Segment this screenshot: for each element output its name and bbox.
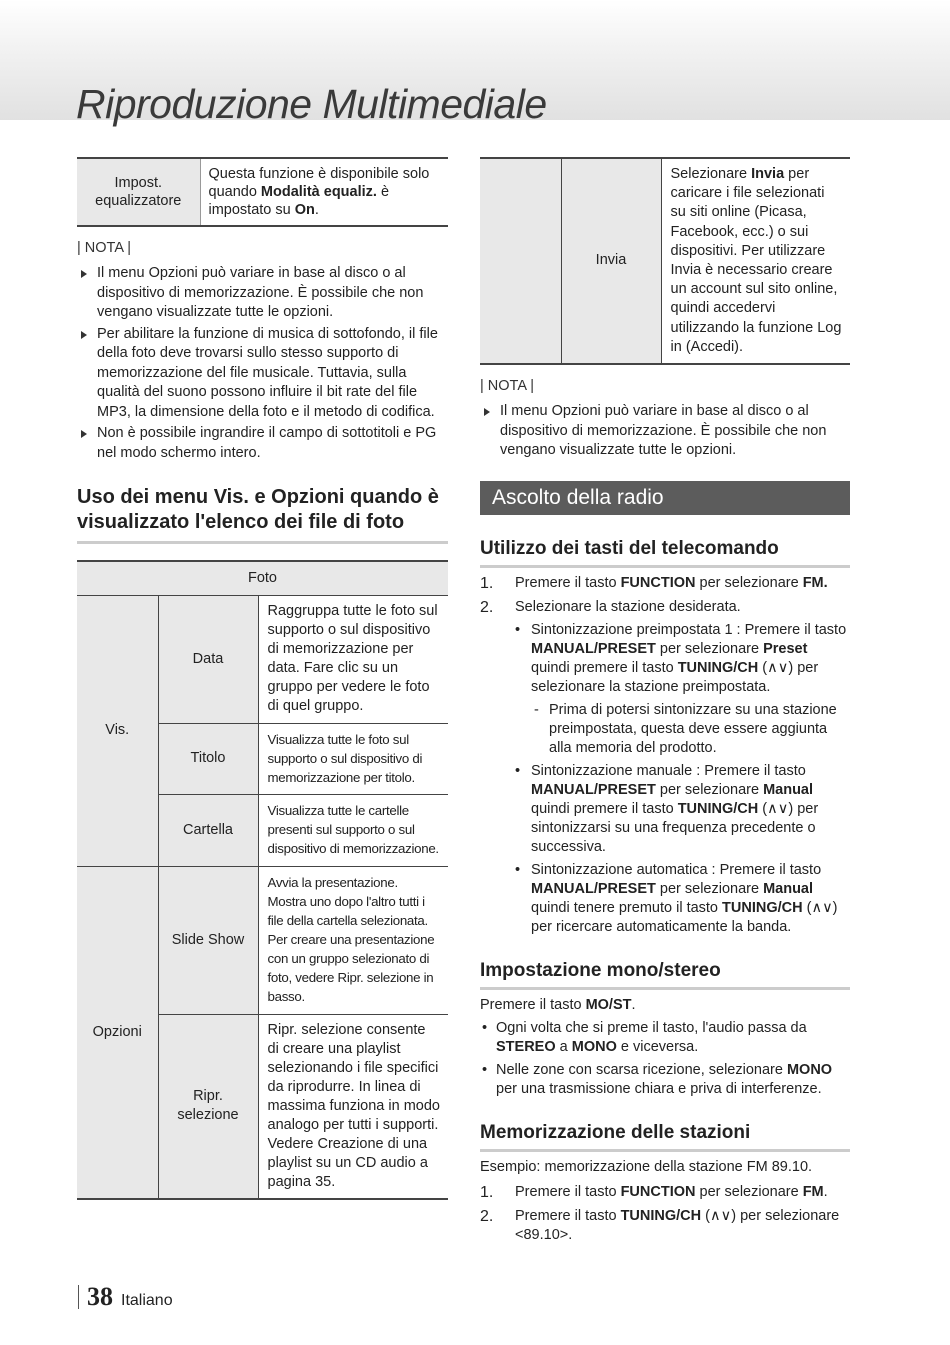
- subsection-title-remote: Utilizzo dei tasti del telecomando: [480, 537, 850, 568]
- table-row: [77, 595, 448, 723]
- list-item: • Ogni volta che si preme il tasto, l'audio passa da STEREO a MONO e viceversa.: [480, 1019, 850, 1057]
- row-desc: Visualizza tutte le cartelle presenti sul supporto o sul dispositivo di memorizzazione.: [258, 794, 448, 866]
- row-desc: Ripr. selezione consente di creare una playlist selezionando i file specifici da riprodurre. In linea di massima funziona in modo analogo per tutti i supporti. Vedere Creazione di una playlist su un CD audio a pagina 35.: [267, 1021, 440, 1190]
- table-row: [77, 866, 448, 1014]
- mono-bullets: [480, 1019, 850, 1099]
- memo-steps: [480, 1183, 850, 1245]
- eq-label: Impost. equalizzatore: [77, 158, 200, 226]
- step-number: 1.: [480, 1183, 494, 1201]
- list-item: 2. Selezionare la stazione desiderata. • Sintonizzazione preimpostata 1 : Premere il tasto MANUAL/PRESET per selezionare Preset quindi premere il tasto TUNING/CH (∧∨) per selezionare la stazione preimpostata. - Prima di potersi sintonizzare su una stazione preimpostata, questa deve essere aggiunta alla memoria del prodotto. • Sintonizzazione manuale : Premere il tasto MANUAL/PRESET per selezionare Manual quindi premere il tasto TUNING/CH (∧∨) per sintonizzarsi su una frequenza precedente o successiva. • Sintonizzazione automatica : Premere il tasto MANUAL/PRESET per selezionare Manual quindi tenere premuto il tasto TUNING/CH (∧∨) per ricercare automaticamente la banda.: [480, 598, 850, 937]
- list-item: 1. Premere il tasto FUNCTION per selezionare FM.: [480, 574, 828, 592]
- step-number: 2.: [480, 598, 494, 616]
- row-name: Ripr. selezione: [158, 1014, 258, 1199]
- invia-table: [480, 157, 850, 365]
- row-name: Data: [158, 595, 258, 723]
- subsection-title-mono: Impostazione mono/stereo: [480, 959, 850, 990]
- row-desc: Visualizza tutte le foto sul supporto o sul dispositivo di memorizzazione per titolo.: [258, 723, 448, 794]
- row-desc: Selezionare Invia per caricare i file selezionati su siti online (Picasa, Facebook, ecc.) o sui dispositivi. Per utilizzare Invia è necessario creare un account sul sito online, quindi accedervi utilizzando la funzione Log in (Accedi).: [670, 166, 842, 355]
- eq-description: Questa funzione è disponibile solo quando Modalità equaliz. è impostato su On.: [208, 166, 430, 218]
- list-item: Il menu Opzioni può variare in base al disco o al dispositivo di memorizzazione. È possibile che non vengano visualizzate tutte le opzioni.: [480, 402, 850, 461]
- row-name: Slide Show: [158, 866, 258, 1014]
- list-item: 2. Premere il tasto TUNING/CH (∧∨) per selezionare <89.10>.: [480, 1207, 840, 1243]
- row-name: Titolo: [158, 723, 258, 794]
- remote-steps: [480, 574, 850, 937]
- dash-list: [531, 701, 850, 758]
- list-item: 1. Premere il tasto FUNCTION per selezionare FM.: [480, 1183, 828, 1201]
- right-column: [480, 157, 850, 1250]
- tuning-bullets: [515, 621, 850, 937]
- page-footer: [78, 1282, 173, 1312]
- section-bar-radio: Ascolto della radio: [480, 481, 850, 515]
- table-header-row: [77, 561, 448, 595]
- list-item: Il menu Opzioni può variare in base al disco o al dispositivo di memorizzazione. È possibile che non vengano visualizzate tutte le opzioni.: [77, 264, 448, 323]
- list-item: • Sintonizzazione preimpostata 1 : Premere il tasto MANUAL/PRESET per selezionare Preset quindi premere il tasto TUNING/CH (∧∨) per selezionare la stazione preimpostata. - Prima di potersi sintonizzare su una stazione preimpostata, questa deve essere aggiunta alla memoria del prodotto.: [515, 621, 850, 758]
- step-number: 2.: [480, 1207, 494, 1225]
- list-item: Non è possibile ingrandire il campo di sottotitoli e PG nel modo schermo intero.: [77, 424, 448, 463]
- group-vis: Vis.: [77, 595, 158, 866]
- row-desc: Avvia la presentazione. Mostra uno dopo l'altro tutti i file della cartella selezionata. Per creare una presentazione con un gruppo selezionato di foto, vedere Ripr. selezione in basso.: [258, 866, 448, 1014]
- left-column: [77, 157, 448, 1200]
- table-row: [480, 158, 850, 364]
- list-item: • Sintonizzazione manuale : Premere il tasto MANUAL/PRESET per selezionare Manual quindi premere il tasto TUNING/CH (∧∨) per sintonizzarsi su una frequenza precedente o successiva.: [515, 762, 850, 857]
- section-title-foto: Uso dei menu Vis. e Opzioni quando è visualizzato l'elenco dei file di foto: [77, 485, 448, 544]
- nota-label: | NOTA |: [77, 240, 131, 256]
- mono-paragraph: Premere il tasto MO/ST.: [480, 996, 636, 1013]
- nota-list: [77, 264, 448, 463]
- nota-label: | NOTA |: [480, 378, 534, 395]
- page-title: Riproduzione Multimediale: [76, 81, 547, 127]
- footer-language: Italiano: [121, 1292, 173, 1309]
- row-name: Invia: [561, 158, 661, 364]
- row-name: Cartella: [158, 794, 258, 866]
- list-item: • Sintonizzazione automatica : Premere il tasto MANUAL/PRESET per selezionare Manual quindi tenere premuto il tasto TUNING/CH (∧∨) per ricercare automaticamente la banda.: [515, 861, 850, 937]
- step-number: 1.: [480, 574, 494, 592]
- memo-example: Esempio: memorizzazione della stazione FM 89.10.: [480, 1158, 813, 1175]
- table-header: Foto: [77, 561, 448, 595]
- table-row: [77, 158, 448, 226]
- list-item: • Nelle zone con scarsa ricezione, selezionare MONO per una trasmissione chiara e priva di interferenze.: [480, 1061, 850, 1099]
- group-cell: [480, 158, 561, 364]
- row-desc: Raggruppa tutte le foto sul supporto o sul dispositivo di memorizzazione per data. Fare clic su un gruppo per vedere le foto di quel gruppo.: [258, 595, 448, 723]
- list-item: Per abilitare la funzione di musica di sottofondo, il file della foto deve trovarsi sullo stesso supporto di memorizzazione del file musicale. Tuttavia, sulla qualità del suono possono influire il bit rate del file MP3, la dimensione della foto e il metodo di codifica.: [77, 325, 448, 423]
- group-opzioni: Opzioni: [77, 866, 158, 1199]
- eq-table: [77, 157, 448, 227]
- nota-list: [480, 402, 850, 461]
- subsection-title-memo: Memorizzazione delle stazioni: [480, 1121, 850, 1152]
- foto-table: [77, 560, 448, 1200]
- footer-divider: [78, 1285, 79, 1309]
- page-number: 38: [87, 1282, 113, 1311]
- list-item: - Prima di potersi sintonizzare su una stazione preimpostata, questa deve essere aggiunta alla memoria del prodotto.: [531, 701, 850, 758]
